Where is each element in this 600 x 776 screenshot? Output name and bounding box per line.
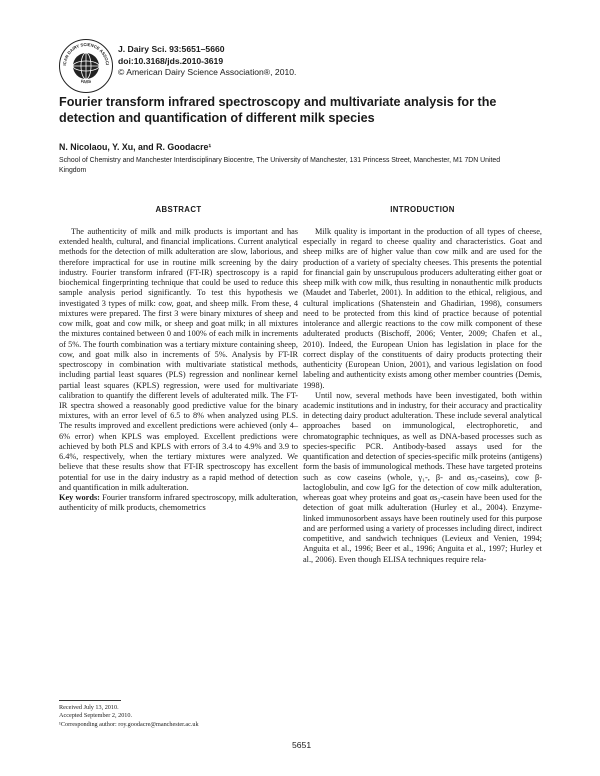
dairy-association-seal-icon bbox=[58, 38, 114, 94]
journal-citation bbox=[118, 44, 296, 79]
footnotes bbox=[59, 704, 199, 729]
author-affiliation: School of Chemistry and Manchester Interdisciplinary Biocentre, The University of Manchester, 131 Princess Street, Manchester, M1 7DN United Kingdom bbox=[59, 157, 501, 174]
page-number: 5651 bbox=[292, 740, 312, 750]
copyright: © American Dairy Science Association®, 2010. bbox=[118, 67, 297, 78]
abstract-heading: ABSTRACT bbox=[155, 205, 202, 214]
keywords-label: Key words: bbox=[59, 493, 100, 503]
introduction-paragraph: Milk quality is important in the production of all types of cheese, especially in regard to cheese quality and characteristics. Goat and sheep milks are of higher value than cow milk and are used for the production of a variety of specialty cheeses. This presents the potential for financial gain by unscrupulous producers adulterating either goat or sheep milk with cow milk, thus resulting in nonauthentic milk products (Maudet and Taberlet, 2001). In addition to the ethical, religious, and cultural implications (Shatenstein and Ghadirian, 1998), consumers need to be protected from this kind of practice because of potential intolerance and allergic reactions to the cow milk component of these adulterated products (Bischoff, 2006; Venter, 2009; Chafen et al., 2010). Indeed, the European Union has legislation in place for the correct display of the constituents of dairy products protecting their authenticity (European Union, 2001), and various legislation on food labeling and authenticity exists among other member countries (Demis, 1998). bbox=[303, 227, 542, 390]
doi[interactable]: doi:10.3168/jds.2010-3619 bbox=[118, 55, 224, 66]
author-list: N. Nicolaou, Y. Xu, and R. Goodacre¹ bbox=[59, 142, 212, 152]
footnote-divider bbox=[59, 700, 121, 701]
introduction-heading: INTRODUCTION bbox=[390, 205, 455, 214]
asda-logo bbox=[58, 38, 114, 94]
received-date: Received July 13, 2010. bbox=[59, 704, 119, 711]
corresponding-author[interactable]: ¹Corresponding author: roy.goodacre@manchester.ac.uk bbox=[59, 720, 199, 728]
abstract-column bbox=[59, 205, 298, 514]
introduction-column bbox=[303, 205, 542, 565]
introduction-paragraph: Until now, several methods have been investigated, both within academic institutions and in industry, for their accuracy and practicality in detecting dairy product adulteration. These include several analytical approaches based on immunological, electrophoretic, and chromatographic techniques, as well as DNA-based processes such as species-specific PCR. Antibody-based assays used for the quantification and detection of species-specific milk proteins (antigens) form the basis of immunological methods. These have targeted proteins such as cow caseins (whole, γ₁-, β- and αs₂-caseins), cow β-lactoglobulin, and cow IgG for the detection of cow milk adulteration, whereas goat whey proteins and goat αs₂-casein have been used for the detection of goat milk adulteration (Hurley et al., 2004). Enzyme-linked immunosorbent assays have been routinely used for this purpose and are performed using a variety of processes including direct, indirect competitive, and sandwich techniques (Levieux and Venien, 1994; Anguita et al., 1996; Beer et al., 1996; Anguita et al., 1997; Hurley et al., 2006). Even though ELISA techniques require rela- bbox=[303, 390, 542, 564]
keywords bbox=[59, 493, 298, 513]
accepted-date: Accepted September 2, 2010. bbox=[59, 712, 133, 720]
svg-text:AMERICAN DAIRY SCIENCE ASSOCIA: ICAN DAIRY SCIENCE ASSOCI bbox=[61, 41, 110, 66]
journal-reference: J. Dairy Sci. 93:5651–5660 bbox=[118, 44, 225, 54]
abstract-text: The authenticity of milk and milk products is important and has extended health, cultural, and financial implications. Current analytical methods for the detection of milk adulteration are slow, laborious, and therefore impractical for use in routine milk screening by the dairy industry. Fourier transform infrared (FT-IR) spectroscopy is a rapid biochemical fingerprinting technique that could be used to reduce this sample analysis period significantly. To test this hypothesis we investigated 3 types of milk: cow, goat, and sheep milk. From these, 4 mixtures were prepared. The first 3 were binary mixtures of sheep and cow milk, goat and cow milk, or sheep and goat milk; in all mixtures the mixtures contained between 0 and 100% of each milk in increments of 5%. The fourth combination was a tertiary mixture containing sheep, cow, and goat milk also in increments of 5%. Analysis by FT-IR spectroscopy in combination with multivariate statistical methods, including partial least squares (PLS) regression and nonlinear kernel partial least squares (KPLS) regression, were used for multivariate calibration to quantify the different levels of adulterated milk. The FT-IR spectra showed a reasonably good predictive value for the binary mixtures, with an error level of 6.5 to 8% when analyzed using PLS. The results improved and excellent predictions were achieved (only 4–6% error) when KPLS was employed. Excellent predictions were achieved by both PLS and KPLS with errors of 3.4 to 4.9% and 3.9 to 6.4%, respectively, when the tertiary mixtures were analyzed. We believe that these results show that FT-IR spectroscopy has excellent potential for use in the dairy industry as a rapid method of detection and quantification in milk adulteration. bbox=[59, 227, 298, 492]
article-title: Fourier transform infrared spectroscopy and multivariate analysis for the detection and quantification of different milk species bbox=[59, 95, 497, 125]
svg-text:FASS: FASS bbox=[80, 78, 92, 85]
keywords-text: Fourier transform infrared spectroscopy, milk adulteration, authenticity of milk products, chemometrics bbox=[59, 493, 298, 513]
